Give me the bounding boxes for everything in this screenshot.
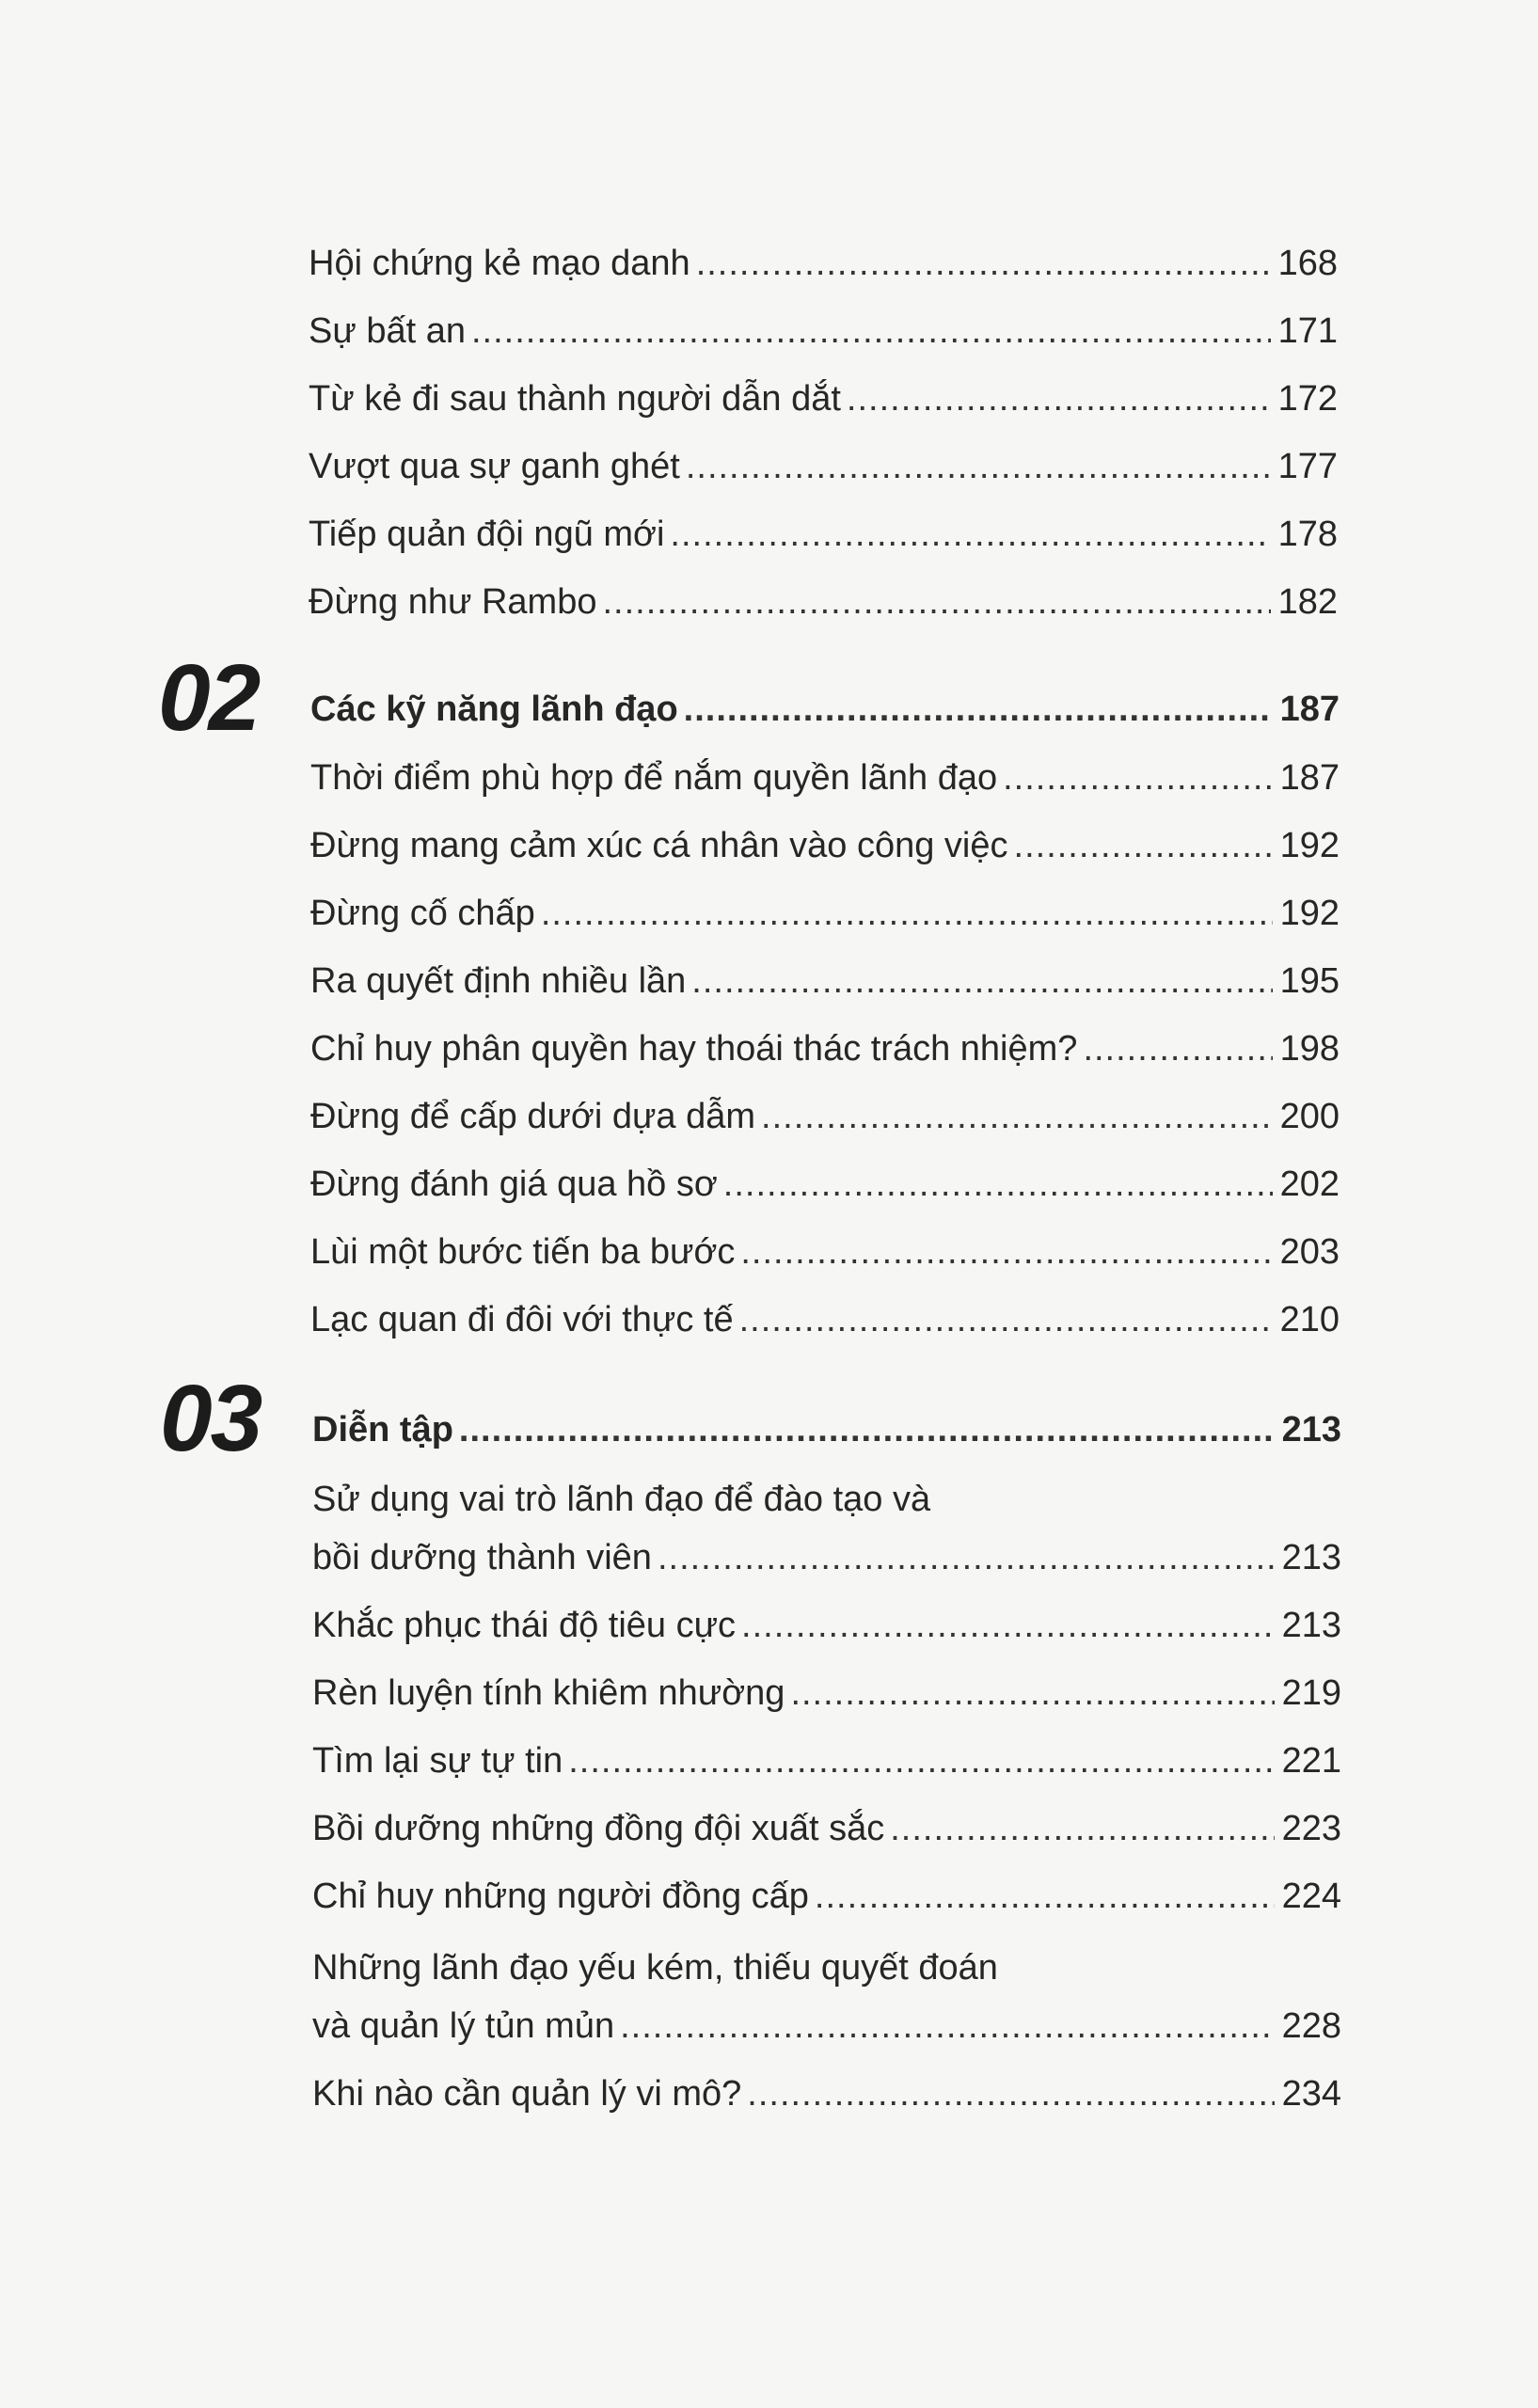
toc-entry — [310, 823, 1340, 868]
toc-entry — [310, 1094, 1340, 1139]
toc-entry — [310, 1229, 1340, 1275]
toc-entry — [309, 376, 1338, 421]
toc-entry-page: 213 — [1281, 1606, 1341, 1645]
toc-entry — [310, 1162, 1340, 1207]
dot-leader — [684, 687, 1273, 732]
toc-entry — [309, 579, 1338, 625]
toc-entry — [309, 241, 1338, 286]
toc-entry — [312, 1535, 1341, 1580]
toc-entry — [310, 958, 1340, 1004]
toc-entry-title: Tìm lại sự tự tin — [312, 1741, 563, 1781]
dot-leader — [740, 1229, 1272, 1275]
toc-entry-title: Thời điểm phù hợp để nắm quyền lãnh đạo — [310, 758, 998, 798]
dot-leader — [620, 2004, 1275, 2049]
toc-entry-page: 171 — [1277, 311, 1338, 351]
toc-entry-title: Lạc quan đi đôi với thực tế — [310, 1300, 734, 1339]
toc-entry-title: Hội chứng kẻ mạo danh — [309, 244, 690, 283]
toc-entry-page: 195 — [1279, 961, 1340, 1001]
toc-entry — [309, 512, 1338, 557]
toc-entry-page: 177 — [1277, 447, 1338, 486]
chapter-heading — [312, 1407, 1341, 1452]
toc-entry — [310, 755, 1340, 800]
toc-entry-title: Chỉ huy phân quyền hay thoái thác trách nhiệm? — [310, 1029, 1078, 1069]
toc-entry-page: 187 — [1279, 758, 1340, 798]
toc-entry-title-line1: Sử dụng vai trò lãnh đạo để đào tạo và — [312, 1480, 931, 1519]
toc-entry-title: Từ kẻ đi sau thành người dẫn dắt — [309, 379, 841, 419]
dot-leader — [691, 958, 1272, 1004]
toc-entry-page: 234 — [1281, 2074, 1341, 2114]
dot-leader — [1083, 1026, 1272, 1071]
dot-leader — [761, 1094, 1273, 1139]
toc-entry-title: Tiếp quản đội ngũ mới — [309, 515, 665, 554]
chapter-heading-title: Các kỹ năng lãnh đạo — [310, 689, 678, 729]
dot-leader — [686, 444, 1271, 489]
toc-entry — [309, 309, 1338, 354]
toc-entry-title: Đừng như Rambo — [309, 582, 597, 622]
toc-entry — [310, 1026, 1340, 1071]
dot-leader — [815, 1874, 1275, 1919]
toc-entry — [312, 2071, 1341, 2116]
toc-entry-title: Đừng cố chấp — [310, 894, 535, 933]
toc-entry-page: 224 — [1281, 1877, 1341, 1916]
dot-leader — [602, 579, 1270, 625]
toc-entry-page: 213 — [1281, 1538, 1341, 1577]
toc-entry-title: Vượt qua sự ganh ghét — [309, 447, 680, 486]
toc-entry-page: 200 — [1279, 1097, 1340, 1136]
dot-leader — [658, 1535, 1275, 1580]
toc-entry-title: Chỉ huy những người đồng cấp — [312, 1877, 809, 1916]
toc-entry-page: 221 — [1281, 1741, 1341, 1781]
chapter-heading — [310, 687, 1340, 732]
toc-entry-page: 203 — [1279, 1232, 1340, 1272]
chapter-heading-page: 187 — [1279, 689, 1340, 729]
dot-leader — [739, 1297, 1273, 1342]
dot-leader — [1003, 755, 1273, 800]
toc-entry-title: Khắc phục thái độ tiêu cực — [312, 1606, 737, 1645]
chapter-number: 02 — [158, 645, 260, 751]
toc-entry-page: 192 — [1279, 894, 1340, 933]
dot-leader — [890, 1806, 1274, 1851]
toc-entry-title: và quản lý tủn mủn — [312, 2006, 615, 2046]
toc-entry — [309, 444, 1338, 489]
toc-entry — [312, 1874, 1341, 1919]
toc-entry — [312, 1738, 1341, 1783]
toc-entry — [310, 1297, 1340, 1342]
toc-entry-page: 168 — [1277, 244, 1338, 283]
toc-entry-title: Lùi một bước tiến ba bước — [310, 1232, 736, 1272]
chapter-number: 03 — [160, 1366, 262, 1471]
toc-entry-page: 202 — [1279, 1164, 1340, 1204]
toc-entry-page: 210 — [1279, 1300, 1340, 1339]
toc-entry-page: 182 — [1277, 582, 1338, 622]
toc-entry-title: bồi dưỡng thành viên — [312, 1538, 652, 1577]
dot-leader — [747, 2071, 1274, 2116]
dot-leader — [847, 376, 1271, 421]
dot-leader — [670, 512, 1270, 557]
toc-entry-title: Sự bất an — [309, 311, 466, 351]
toc-entry — [312, 1671, 1341, 1716]
toc-entry-page: 219 — [1281, 1673, 1341, 1713]
toc-entry-page: 223 — [1281, 1809, 1341, 1848]
dot-leader — [1014, 823, 1273, 868]
toc-entry-page: 178 — [1277, 515, 1338, 554]
toc-entry — [312, 2004, 1341, 2049]
toc-entry-page: 172 — [1277, 379, 1338, 419]
dot-leader — [568, 1738, 1274, 1783]
toc-entry-title: Khi nào cần quản lý vi mô? — [312, 2074, 742, 2114]
dot-leader — [741, 1603, 1275, 1648]
toc-entry-title: Rèn luyện tính khiêm nhường — [312, 1673, 785, 1713]
dot-leader — [790, 1671, 1274, 1716]
toc-entry — [310, 891, 1340, 936]
toc-entry-title-line1: Những lãnh đạo yếu kém, thiếu quyết đoán — [312, 1948, 998, 1988]
dot-leader — [459, 1407, 1275, 1452]
toc-entry-title: Bồi dưỡng những đồng đội xuất sắc — [312, 1809, 885, 1848]
toc-entry — [312, 1806, 1341, 1851]
toc-entry-title: Đừng để cấp dưới dựa dẫm — [310, 1097, 756, 1136]
toc-entry-title: Đừng mang cảm xúc cá nhân vào công việc — [310, 826, 1008, 865]
dot-leader — [696, 241, 1271, 286]
chapter-heading-page: 213 — [1281, 1410, 1341, 1450]
toc-entry-page: 228 — [1281, 2006, 1341, 2046]
dot-leader — [471, 309, 1271, 354]
dot-leader — [541, 891, 1273, 936]
chapter-heading-title: Diễn tập — [312, 1410, 453, 1450]
toc-entry — [312, 1603, 1341, 1648]
dot-leader — [723, 1162, 1273, 1207]
toc-entry-title: Ra quyết định nhiều lần — [310, 961, 687, 1001]
toc-entry-title: Đừng đánh giá qua hồ sơ — [310, 1164, 718, 1204]
toc-entry-page: 192 — [1279, 826, 1340, 865]
toc-entry-page: 198 — [1279, 1029, 1340, 1069]
